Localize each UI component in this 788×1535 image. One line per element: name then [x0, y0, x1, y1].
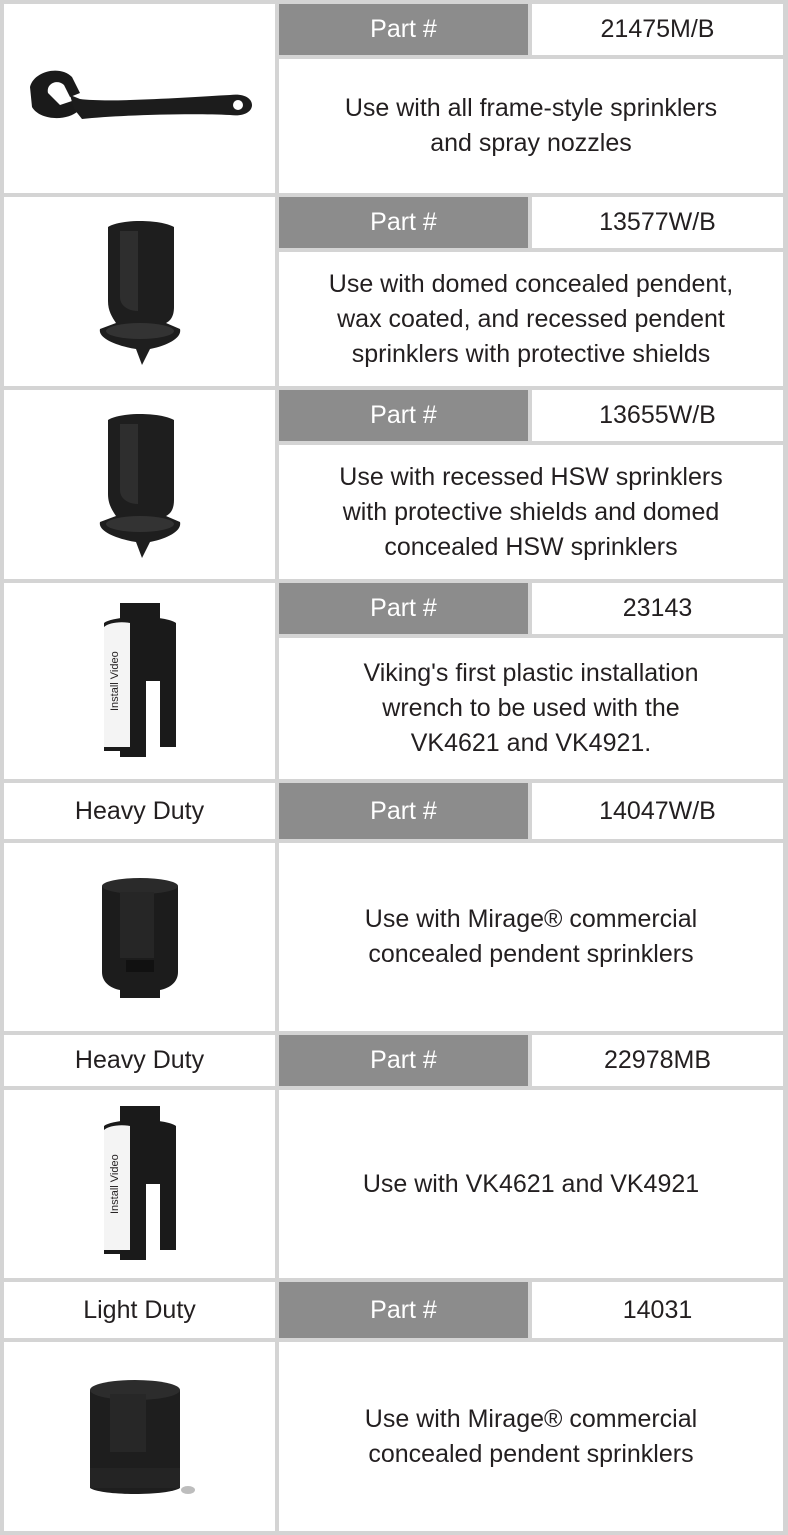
part-label: Part # — [279, 197, 528, 248]
part-label: Part # — [279, 583, 528, 634]
product-image-1 — [4, 4, 275, 193]
plastic-wrench-icon — [90, 601, 190, 761]
description-text: Use with all frame-style sprinklers and spray nozzles — [344, 94, 718, 157]
description-text: Use with VK4621 and VK4921 — [362, 1169, 700, 1198]
description-text: Use with Mirage® commercial concealed pendent sprinklers — [364, 1404, 698, 1468]
description-text: Viking's first plastic installation wrench to be used with the VK4621 and VK4921. — [363, 659, 699, 757]
cup-wrench-icon — [90, 872, 190, 1002]
product-description — [279, 638, 783, 779]
light-cup-wrench-icon — [80, 1372, 200, 1502]
product-description — [279, 1342, 783, 1531]
part-label: Part # — [279, 4, 528, 55]
plastic-wrench-icon — [90, 1104, 190, 1264]
part-number: 14031 — [532, 1282, 783, 1338]
part-number: 21475M/B — [532, 4, 783, 55]
product-image-5 — [4, 843, 275, 1031]
duty-label: Light Duty — [4, 1282, 275, 1338]
part-number: 13577W/B — [532, 197, 783, 248]
product-description — [279, 59, 783, 193]
description-text: Use with Mirage® commercial concealed pendent sprinklers — [364, 905, 698, 968]
product-description — [279, 843, 783, 1031]
description-text: Use with recessed HSW sprinklers with protective shields and domed concealed HSW sprinklers — [339, 462, 723, 561]
product-image-6 — [4, 1090, 275, 1278]
part-number: 13655W/B — [532, 390, 783, 441]
part-label: Part # — [279, 1282, 528, 1338]
product-image-4 — [4, 583, 275, 779]
part-label: Part # — [279, 390, 528, 441]
product-image-3 — [4, 390, 275, 579]
install-video-label: Install Video — [108, 651, 121, 711]
product-description — [279, 252, 783, 386]
description-text: Use with domed concealed pendent, wax coated, and recessed pendent sprinklers with protective shields — [328, 269, 734, 368]
part-label: Part # — [279, 1035, 528, 1086]
part-number: 14047W/B — [532, 783, 783, 839]
product-description — [279, 1090, 783, 1278]
sprinkler-wrench-icon — [90, 217, 190, 367]
part-number: 22978MB — [532, 1035, 783, 1086]
product-image-2 — [4, 197, 275, 386]
duty-label: Heavy Duty — [4, 1035, 275, 1086]
product-description — [279, 445, 783, 579]
part-label: Part # — [279, 783, 528, 839]
sprinkler-wrench-icon — [90, 410, 190, 560]
part-number: 23143 — [532, 583, 783, 634]
install-video-label: Install Video — [108, 1154, 121, 1214]
wrench-icon — [20, 59, 260, 139]
duty-label: Heavy Duty — [4, 783, 275, 839]
product-image-7 — [4, 1342, 275, 1531]
